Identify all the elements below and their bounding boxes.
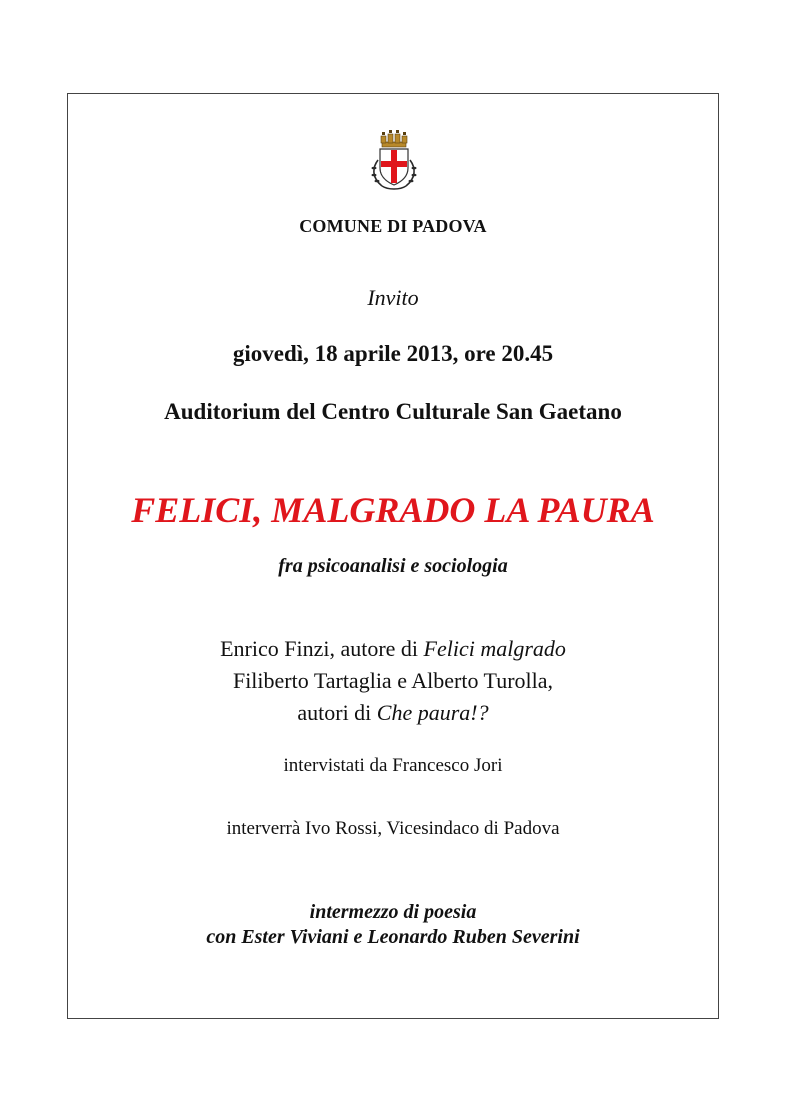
event-venue: Auditorium del Centro Culturale San Gaetano [164,399,622,424]
poetry-interlude-title: intermezzo di poesia [309,901,477,923]
speaker-line-2: Filiberto Tartaglia e Alberto Turolla, [232,668,554,693]
speaker-line-3 [67,700,719,726]
interviewer-line: intervistati da Francesco Jori [283,755,503,776]
invitation-label: Invito [367,285,419,310]
event-date: giovedì, 18 aprile 2013, ore 20.45 [232,341,554,366]
ribbon-icon [382,186,406,189]
padova-coat-of-arms-icon [364,130,424,192]
guest-line: interverrà Ivo Rossi, Vicesindaco di Padova [226,818,560,839]
speaker-line-1-text: Enrico Finzi, autore di [220,636,424,661]
book-title-che-paura: Che paura!? [376,700,489,725]
book-title-felici-malgrado: Felici malgrado [423,636,566,661]
cross-horizontal [381,161,407,167]
organization-name: COMUNE DI PADOVA [299,216,487,236]
event-title: FELICI, MALGRADO LA PAURA [131,490,655,530]
event-subtitle: fra psicoanalisi e sociologia [278,555,508,577]
poetry-interlude-performers: con Ester Viviani e Leonardo Ruben Severini [206,926,580,948]
speaker-line-3-text: autori di [297,700,377,725]
speaker-line-1 [67,636,719,662]
crown-icon [381,130,407,147]
